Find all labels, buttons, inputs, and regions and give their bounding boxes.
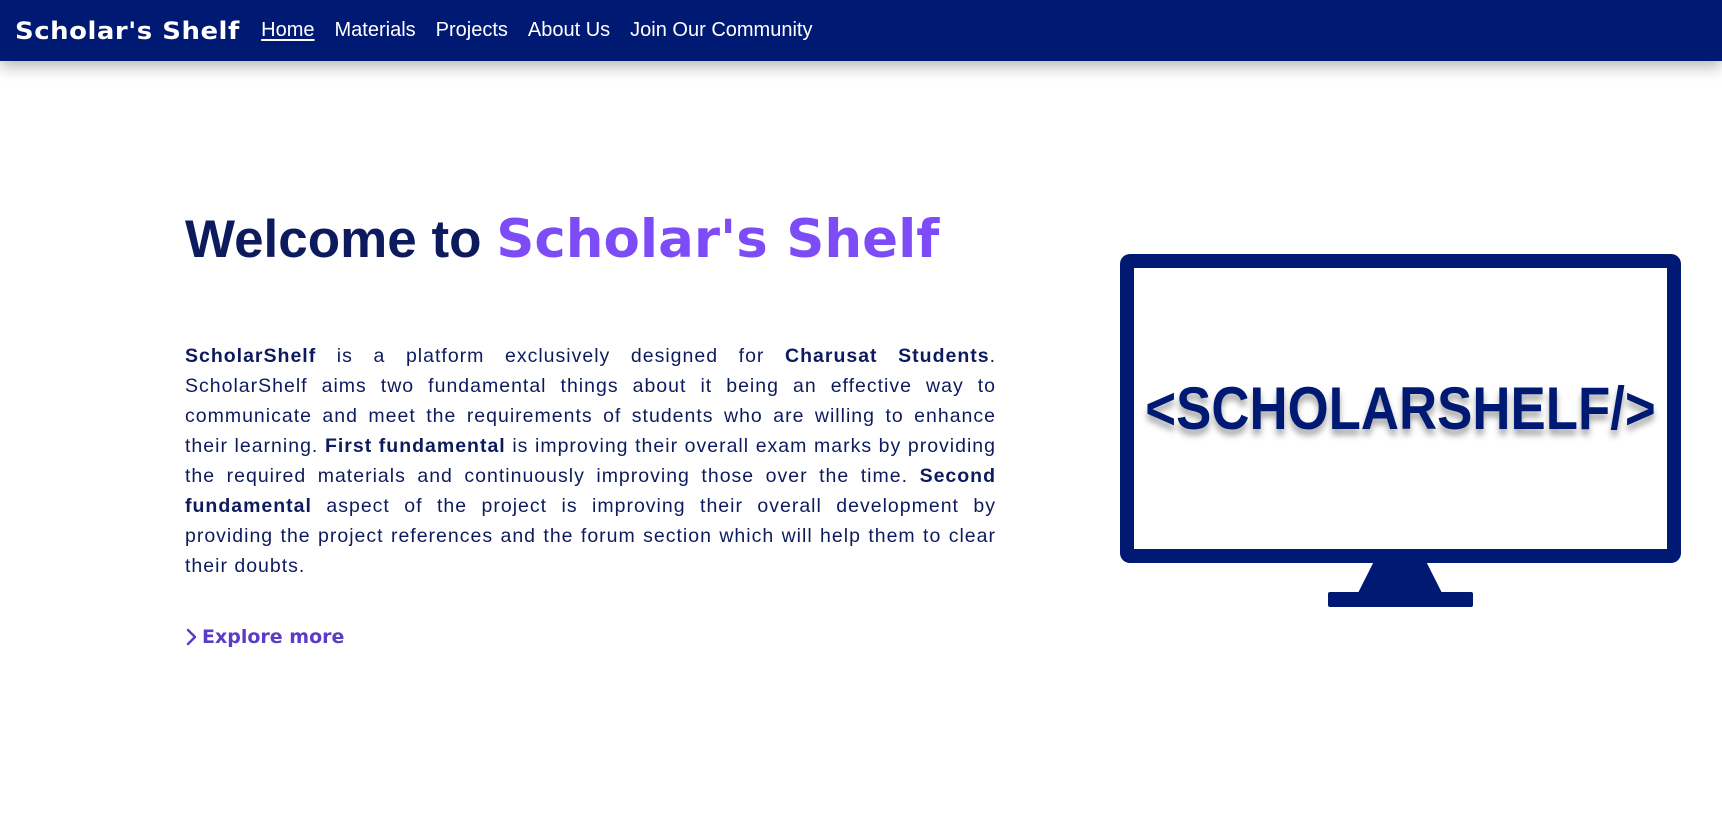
- chevron-right-icon: [185, 628, 199, 646]
- explore-more-link[interactable]: [185, 626, 344, 648]
- explore-more-label: Explore more: [202, 626, 345, 648]
- nav-link-home[interactable]: Home: [261, 19, 315, 41]
- hero-title: [185, 208, 939, 272]
- desc-text-4: aspect of the project is improving their overall development by providing the project references and the forum section which will help them to clear their doubts.: [185, 495, 996, 577]
- monitor-stand-base: [1328, 592, 1473, 607]
- nav-links: [261, 19, 832, 42]
- brand-logo[interactable]: Scholar's Shelf: [15, 16, 240, 45]
- nav-link-materials[interactable]: Materials: [334, 19, 416, 41]
- monitor-screen-text: <SCHOLARSHELF/>: [1145, 375, 1656, 442]
- monitor-illustration: [1118, 253, 1682, 609]
- hero-title-brand: Scholar's Shelf: [496, 209, 940, 270]
- desc-text-2: . ScholarShelf aims two fundamental things about it being an effective way to communicate and meet the requirements of students who are willing to enhance their learning.: [185, 345, 997, 457]
- desc-text-3: is improving their overall exam marks by providing the required materials and continuously improving those over the time.: [185, 435, 996, 487]
- desc-bold-second-fundamental: Second fundamental: [185, 465, 996, 517]
- desc-bold-first-fundamental: First fundamental: [324, 435, 506, 457]
- hero-description: [185, 341, 996, 581]
- nav-link-about-us[interactable]: About Us: [527, 19, 611, 41]
- desc-text-1: is a platform exclusively designed for: [316, 345, 786, 367]
- nav-link-projects[interactable]: Projects: [435, 19, 508, 41]
- navbar: [0, 0, 1722, 61]
- monitor-screen: [1120, 254, 1681, 563]
- desc-bold-charusat: Charusat Students: [785, 345, 990, 367]
- monitor-stand-neck: [1358, 563, 1442, 593]
- nav-link-join-community[interactable]: Join Our Community: [630, 19, 813, 41]
- hero-title-prefix: Welcome to: [185, 210, 482, 269]
- desc-bold-scholarshelf: ScholarShelf: [185, 345, 317, 367]
